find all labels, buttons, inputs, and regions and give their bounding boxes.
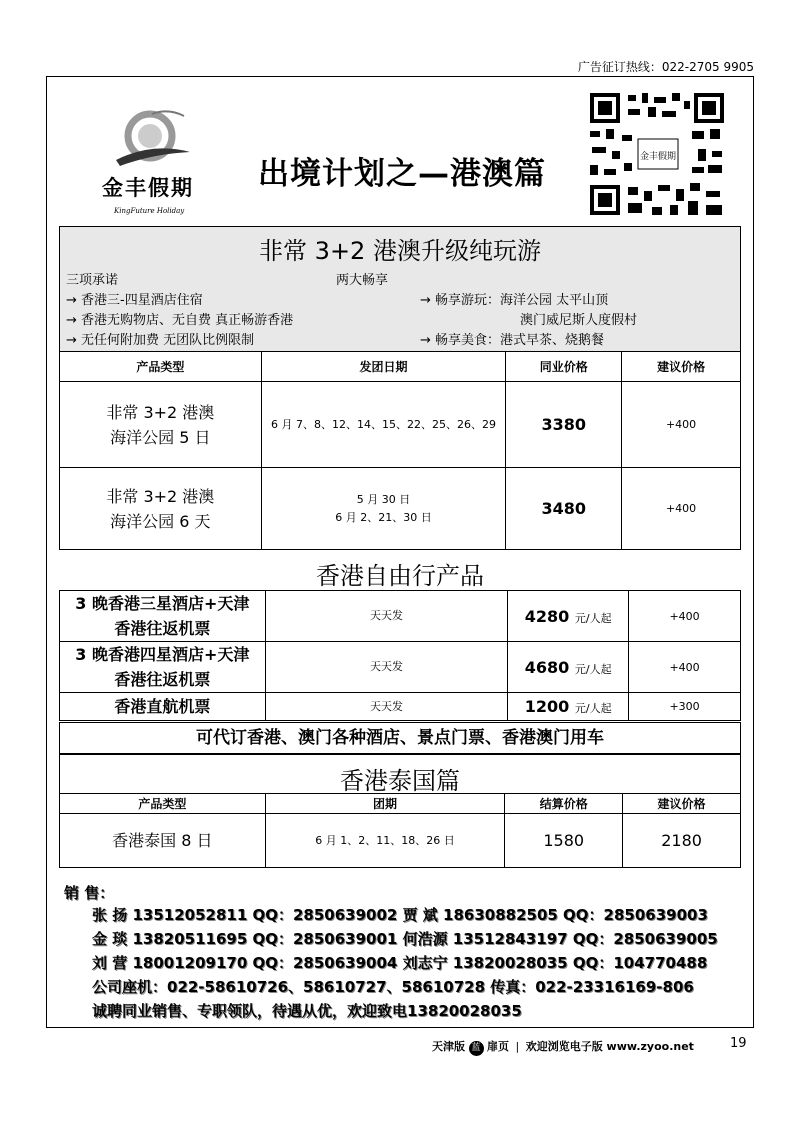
enjoy-item: 澳门威尼斯人度假村 — [520, 313, 638, 328]
section-hk-thai-header — [59, 754, 741, 794]
table-header-row — [60, 794, 741, 814]
col-header: 建议价格 — [622, 352, 741, 382]
sales-label: 销 售： — [64, 884, 115, 902]
price-cell: 1200 元/人起 — [508, 693, 629, 721]
suggest-cell: 2180 — [623, 814, 741, 868]
enjoy-item: → 畅享美食：港式早茶、烧鹅餐 — [420, 333, 605, 348]
date-cell: 天天发 — [265, 693, 508, 721]
qr-center-label: 金丰假期 — [639, 152, 677, 162]
enjoy-item: → 畅享游玩：海洋公园 太平山顶 — [420, 293, 609, 308]
table-header-row — [60, 352, 741, 382]
date-cell: 天天发 — [265, 591, 508, 642]
col-header: 产品类型 — [60, 352, 262, 382]
footer-browse: 欢迎浏览电子版 www.zyoo.net — [525, 1040, 694, 1053]
price-cell: 4280 元/人起 — [508, 591, 629, 642]
page-title: 出境计划之—港澳篇 — [258, 156, 546, 192]
col-header: 产品类型 — [60, 794, 266, 814]
footer-badge: 蓝 — [469, 1041, 484, 1056]
table-row — [60, 382, 741, 468]
section-hk-thai-title: 香港泰国篇 — [340, 767, 460, 795]
suggest-cell: +400 — [629, 642, 741, 693]
logo-name-en: KingFuture Holiday — [114, 207, 185, 215]
product-cell: 香港直航机票 — [60, 693, 266, 721]
price-cell: 3480 — [506, 468, 622, 550]
date-cell: 6 月 7、8、12、14、15、22、25、26、29 — [261, 382, 506, 468]
table-row — [60, 468, 741, 550]
promise-item: → 无任何附加费 无团队比例限制 — [66, 333, 255, 348]
table-row — [60, 814, 741, 868]
table-row — [60, 642, 741, 693]
footer-info: 天津版 蓝 扉页 | 欢迎浏览电子版 www.zyoo.net — [432, 1038, 694, 1056]
footer-edition: 天津版 — [432, 1040, 465, 1053]
price-cell: 3380 — [506, 382, 622, 468]
product-cell: 3 晚香港四星酒店+天津 香港往返机票 — [60, 642, 266, 693]
ad-hotline: 广告征订热线：022-2705 9905 — [577, 60, 754, 74]
qr-code — [588, 91, 726, 217]
booking-banner: 可代订香港、澳门各种酒店、景点门票、香港澳门用车 — [59, 722, 741, 754]
product-cell: 非常 3+2 港澳 海洋公园 5 日 — [60, 382, 262, 468]
enjoy-heading: 两大畅享 — [336, 273, 389, 288]
logo-name-cn: 金丰假期 — [102, 176, 194, 200]
sales-line: 金 琰 13820511695 QQ：2850639001 何浩源 13512843197 QQ：2850639005 — [92, 930, 718, 948]
table-hk-free — [59, 590, 741, 721]
sales-line: 诚聘同业销售、专职领队，待遇从优，欢迎致电13820028035 — [92, 1002, 522, 1020]
product-cell: 3 晚香港三星酒店+天津 香港往返机票 — [60, 591, 266, 642]
sales-line: 刘 营 18001209170 QQ：2850639004 刘志宁 13820028035 QQ：104770488 — [92, 954, 708, 972]
col-header: 同业价格 — [506, 352, 622, 382]
table-hk-thai — [59, 793, 741, 868]
suggest-cell: +400 — [622, 468, 741, 550]
product-cell: 香港泰国 8 日 — [60, 814, 266, 868]
page-number: 19 — [730, 1036, 747, 1051]
section-3plus2-intro — [59, 226, 741, 352]
suggest-cell: +300 — [629, 693, 741, 721]
footer-section: 扉页 — [487, 1040, 509, 1053]
table-row — [60, 591, 741, 642]
col-header: 发团日期 — [261, 352, 506, 382]
suggest-cell: +400 — [622, 382, 741, 468]
date-cell: 天天发 — [265, 642, 508, 693]
suggest-cell: +400 — [629, 591, 741, 642]
product-cell: 非常 3+2 港澳 海洋公园 6 天 — [60, 468, 262, 550]
promise-heading: 三项承诺 — [66, 273, 119, 288]
promise-item: → 香港无购物店、无自费 真正畅游香港 — [66, 313, 294, 328]
date-cell: 6 月 1、2、11、18、26 日 — [265, 814, 505, 868]
col-header: 团期 — [265, 794, 505, 814]
table-3plus2 — [59, 351, 741, 550]
sales-line: 公司座机：022-58610726、58610727、58610728 传真：022-23316169-806 — [92, 978, 694, 996]
table-row — [60, 693, 741, 721]
col-header: 建议价格 — [623, 794, 741, 814]
col-header: 结算价格 — [505, 794, 623, 814]
company-logo — [92, 108, 212, 220]
date-cell: 5 月 30 日 6 月 2、21、30 日 — [261, 468, 506, 550]
sales-line: 张 扬 13512052811 QQ：2850639002 贾 斌 18630882505 QQ：2850639003 — [92, 906, 708, 924]
price-cell: 4680 元/人起 — [508, 642, 629, 693]
logo-mark-icon — [112, 108, 192, 166]
promise-item: → 香港三-四星酒店住宿 — [66, 293, 203, 308]
section-hk-free-title: 香港自由行产品 — [316, 562, 484, 590]
price-cell: 1580 — [505, 814, 623, 868]
section-3plus2-title: 非常 3+2 港澳升级纯玩游 — [259, 237, 541, 265]
